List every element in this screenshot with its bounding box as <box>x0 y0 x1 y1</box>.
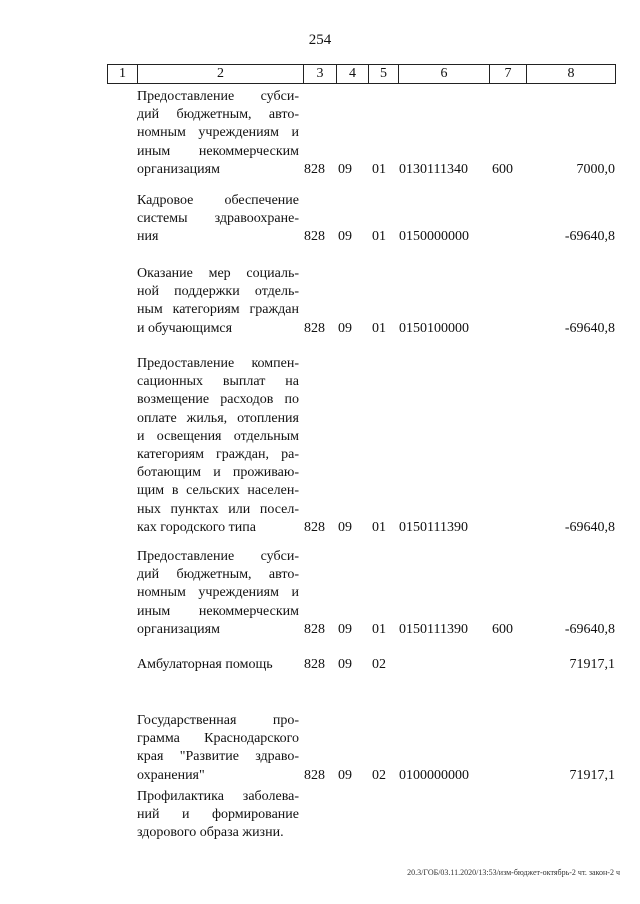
row-section-code: 09 <box>338 519 352 535</box>
description-line: Государственная про- <box>137 713 299 728</box>
row-admin-code: 828 <box>304 519 325 535</box>
row-amount: 71917,1 <box>569 767 615 783</box>
header-col-1: 1 <box>108 65 138 83</box>
row-amount: 7000,0 <box>576 161 615 177</box>
row-target-code: 0150000000 <box>399 229 469 245</box>
row-admin-code: 828 <box>304 767 325 783</box>
row-subsection-code: 01 <box>372 519 386 535</box>
row-expense-type: 600 <box>492 621 513 637</box>
row-description <box>137 265 299 338</box>
description-line: ным категориям граждан <box>137 302 299 318</box>
description-line: Предоставление субси- <box>137 549 299 564</box>
row-section-code: 09 <box>338 657 352 672</box>
row-target-code: 0150100000 <box>399 320 469 336</box>
row-admin-code: 828 <box>304 621 325 637</box>
row-subsection-code: 01 <box>372 621 386 637</box>
row-admin-code: 828 <box>304 161 325 177</box>
description-line: и освещения отдельным <box>137 428 299 444</box>
description-line: дий бюджетным, авто- <box>137 567 299 583</box>
description-line: края "Развитие здраво- <box>137 749 299 765</box>
row-admin-code: 828 <box>304 229 325 245</box>
row-description <box>137 88 299 179</box>
description-line: номным учреждениям и <box>137 585 299 601</box>
header-col-2: 2 <box>138 65 304 83</box>
row-amount: -69640,8 <box>564 320 615 336</box>
row-amount: -69640,8 <box>564 621 615 637</box>
row-amount: -69640,8 <box>564 229 615 245</box>
row-amount: -69640,8 <box>564 519 615 535</box>
description-line: иным некоммерческим <box>137 603 299 619</box>
row-subsection-code: 01 <box>372 161 386 177</box>
description-line: и обучающимся <box>137 320 233 336</box>
description-line: оплате жилья, отопления <box>137 410 299 426</box>
row-subsection-code: 02 <box>372 657 386 672</box>
header-col-5: 5 <box>369 65 399 83</box>
description-line: иным некоммерческим <box>137 143 299 159</box>
description-line: охранения" <box>137 767 205 783</box>
description-line: щим в сельских населен- <box>137 483 299 499</box>
description-line: Профилактика заболева- <box>137 789 299 804</box>
description-line: организациям <box>137 621 220 637</box>
header-col-3: 3 <box>304 65 337 83</box>
description-line: дий бюджетным, авто- <box>137 107 299 123</box>
description-line: Предоставление компен- <box>137 356 299 371</box>
header-col-6: 6 <box>399 65 490 83</box>
description-line: системы здравоохране- <box>137 211 299 227</box>
row-amount: 71917,1 <box>569 657 615 672</box>
row-target-code: 0150111390 <box>399 519 468 535</box>
row-target-code: 0130111340 <box>399 161 468 177</box>
row-section-code: 09 <box>338 161 352 177</box>
description-line: ботающим и проживаю- <box>137 465 299 481</box>
row-section-code: 09 <box>338 621 352 637</box>
description-line: Амбулаторная помощь <box>137 657 273 672</box>
description-line: Оказание мер социаль- <box>137 266 299 281</box>
row-subsection-code: 01 <box>372 229 386 245</box>
row-subsection-code: 02 <box>372 767 386 783</box>
description-line: ний и формирование <box>137 807 299 823</box>
table-header-row <box>107 64 616 84</box>
header-col-7: 7 <box>490 65 527 83</box>
description-line: ках городского типа <box>137 519 256 535</box>
row-description <box>137 548 299 639</box>
row-description <box>137 788 299 843</box>
description-line: здорового образа жизни. <box>137 825 284 841</box>
row-description <box>137 355 299 537</box>
row-section-code: 09 <box>338 320 352 336</box>
header-col-4: 4 <box>337 65 369 83</box>
row-subsection-code: 01 <box>372 320 386 336</box>
description-line: возмещение расходов по <box>137 392 299 408</box>
row-target-code: 0100000000 <box>399 767 469 783</box>
row-section-code: 09 <box>338 767 352 783</box>
row-section-code: 09 <box>338 229 352 245</box>
description-line: ных пунктах или посел- <box>137 501 299 517</box>
description-line: ной поддержки отдель- <box>137 284 299 300</box>
row-description <box>137 192 299 247</box>
page-number: 254 <box>308 32 332 48</box>
row-expense-type: 600 <box>492 161 513 177</box>
description-line: организациям <box>137 161 220 177</box>
description-line: грамма Краснодарского <box>137 731 299 747</box>
description-line: сационных выплат на <box>137 374 299 390</box>
row-description <box>137 712 299 785</box>
header-col-8: 8 <box>567 66 575 81</box>
document-footer: 20.3/ГОБ/03.11.2020/13:53/изм-бюджет-октябрь-2 чт. закон-2 ч <box>407 868 620 877</box>
row-admin-code: 828 <box>304 657 325 672</box>
row-admin-code: 828 <box>304 320 325 336</box>
description-line: Кадровое обеспечение <box>137 193 299 208</box>
description-line: категориям граждан, ра- <box>137 447 299 463</box>
description-line: номным учреждениям и <box>137 125 299 141</box>
description-line: Предоставление субси- <box>137 89 299 104</box>
row-target-code: 0150111390 <box>399 621 468 637</box>
description-line: ния <box>137 229 159 245</box>
row-description <box>137 656 299 674</box>
